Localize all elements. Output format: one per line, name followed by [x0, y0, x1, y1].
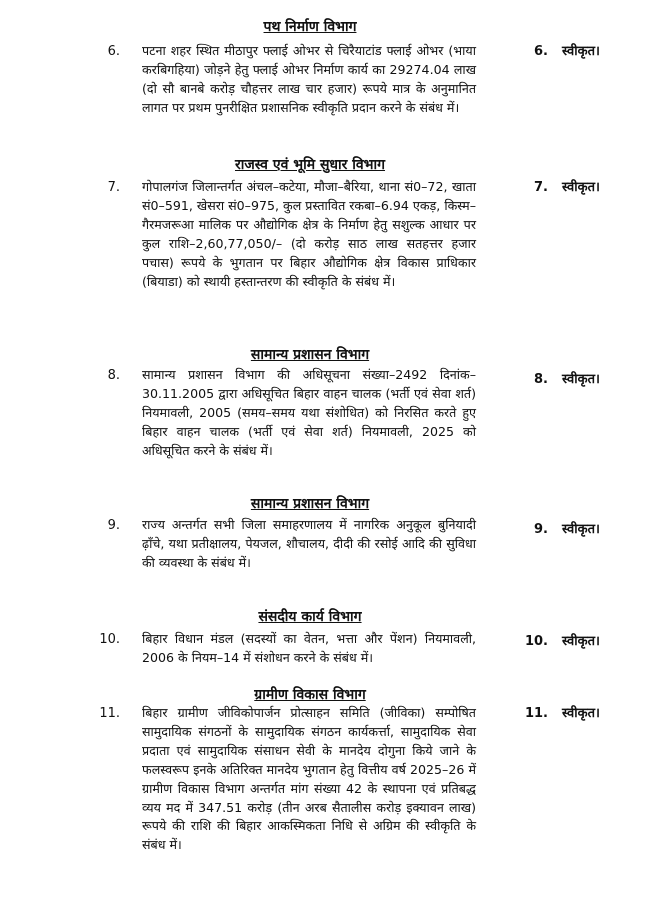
decision-cell	[512, 632, 642, 651]
decision-status: स्वीकृत।	[562, 634, 600, 649]
decision-cell	[512, 704, 642, 723]
item-number: 6.	[107, 44, 120, 59]
decision-number: 6.	[534, 44, 548, 59]
item-text: पटना शहर स्थित मीठापुर फ्लाई ओभर से चिरैयाटांड फ्लाई ओभर (भाया करबिगहिया) जोड़ने हेतु फ्लाई ओभर निर्माण कार्य का 29274.04 लाख (दो सौ बानबे करोड़ चौहत्तर लाख चार हजार) रूपये मात्र के अनुमानित लागत पर प्रथम पुनरीक्षित प्रशासनिक स्वीकृति प्रदान करने के संबंध में।	[142, 43, 476, 115]
department-heading: ग्रामीण विकास विभाग	[254, 687, 366, 703]
decision-cell	[512, 42, 642, 61]
decision-number: 9.	[534, 522, 548, 537]
item-number: 8.	[107, 368, 120, 383]
department-heading: सामान्य प्रशासन विभाग	[250, 496, 370, 512]
department-heading: पथ निर्माण विभाग	[263, 19, 357, 35]
department-heading: राजस्व एवं भूमि सुधार विभाग	[234, 157, 386, 173]
decision-cell	[512, 370, 642, 389]
decision-number: 8.	[534, 372, 548, 387]
item-number: 7.	[107, 180, 120, 195]
decision-number: 7.	[534, 180, 548, 195]
decision-status: स्वीकृत।	[562, 180, 600, 195]
department-heading: संसदीय कार्य विभाग	[258, 609, 362, 625]
department-heading: सामान्य प्रशासन विभाग	[250, 347, 370, 363]
item-text: बिहार विधान मंडल (सदस्यों का वेतन, भत्ता और पेंशन) नियमावली, 2006 के नियम–14 में संशोधन करने के संबंध में।	[142, 631, 476, 665]
item-text: सामान्य प्रशासन विभाग की अधिसूचना संख्या–2492 दिनांक–30.11.2005 द्वारा अधिसूचित बिहार वाहन चालक (भर्ती एवं सेवा शर्त) नियमावली, 2005 (समय–समय यथा संशोधित) को निरसित करते हुए बिहार वाहन चालक (भर्ती एवं सेवा शर्त) नियमावली, 2025 को अधिसूचित करने के संबंध में।	[142, 367, 476, 458]
item-number: 9.	[107, 518, 120, 533]
decision-cell	[512, 520, 642, 539]
decision-status: स्वीकृत।	[562, 372, 600, 387]
item-text: बिहार ग्रामीण जीविकोपार्जन प्रोत्साहन समिति (जीविका) सम्पोषित सामुदायिक संगठनों के सामुदायिक संगठन कार्यकर्त्ता, सामुदायिक सेवा प्रदाता एवं सामुदायिक संसाधन सेवी के मानदेय दोगुना किये जाने के फलस्वरूप इनके अतिरिक्त मानदेय भुगतान हेतु वित्तीय वर्ष 2025–26 में ग्रामीण विकास विभाग अन्तर्गत मांग संख्या 42 के स्थापना एवं प्रतिबद्ध व्यय मद में 347.51 करोड़ (तीन अरब सैतालीस करोड़ इक्यावन लाख) रूपये की राशि की बिहार आकस्मिकता निधि से अग्रिम की स्वीकृति के संबंध में।	[142, 705, 476, 853]
decision-status: स्वीकृत।	[562, 522, 600, 537]
item-number: 10.	[99, 632, 120, 647]
decision-number: 11.	[524, 706, 548, 721]
item-text: गोपालगंज जिलान्तर्गत अंचल–कटेया, मौजा–बैरिया, थाना सं0–72, खाता सं0–591, खेसरा सं0–975, कुल प्रस्तावित रकबा–6.94 एकड़, किस्म–गैरमजरूआ मालिक पर औद्योगिक क्षेत्र के निर्माण हेतु सशुल्क आधार पर कुल राशि–2,60,77,050/– (दो करोड़ साठ लाख सतहत्तर हजार पचास) रूपये के भुगतान पर बिहार औद्योगिक क्षेत्र विकास प्राधिकार (बियाडा) को स्थायी हस्तान्तरण की स्वीकृति के संबंध में।	[142, 179, 476, 289]
decision-number: 10.	[524, 634, 548, 649]
item-text: राज्य अन्तर्गत सभी जिला समाहरणालय में नागरिक अनुकूल बुनियादी ढ़ाँचे, यथा प्रतीक्षालय, पेयजल, शौचालय, दीदी की रसोई आदि की सुविधा की व्यवस्था के संबंध में।	[142, 517, 476, 570]
decision-cell	[512, 178, 642, 197]
item-number: 11.	[99, 706, 120, 721]
decision-status: स्वीकृत।	[562, 44, 600, 59]
decision-status: स्वीकृत।	[562, 706, 600, 721]
